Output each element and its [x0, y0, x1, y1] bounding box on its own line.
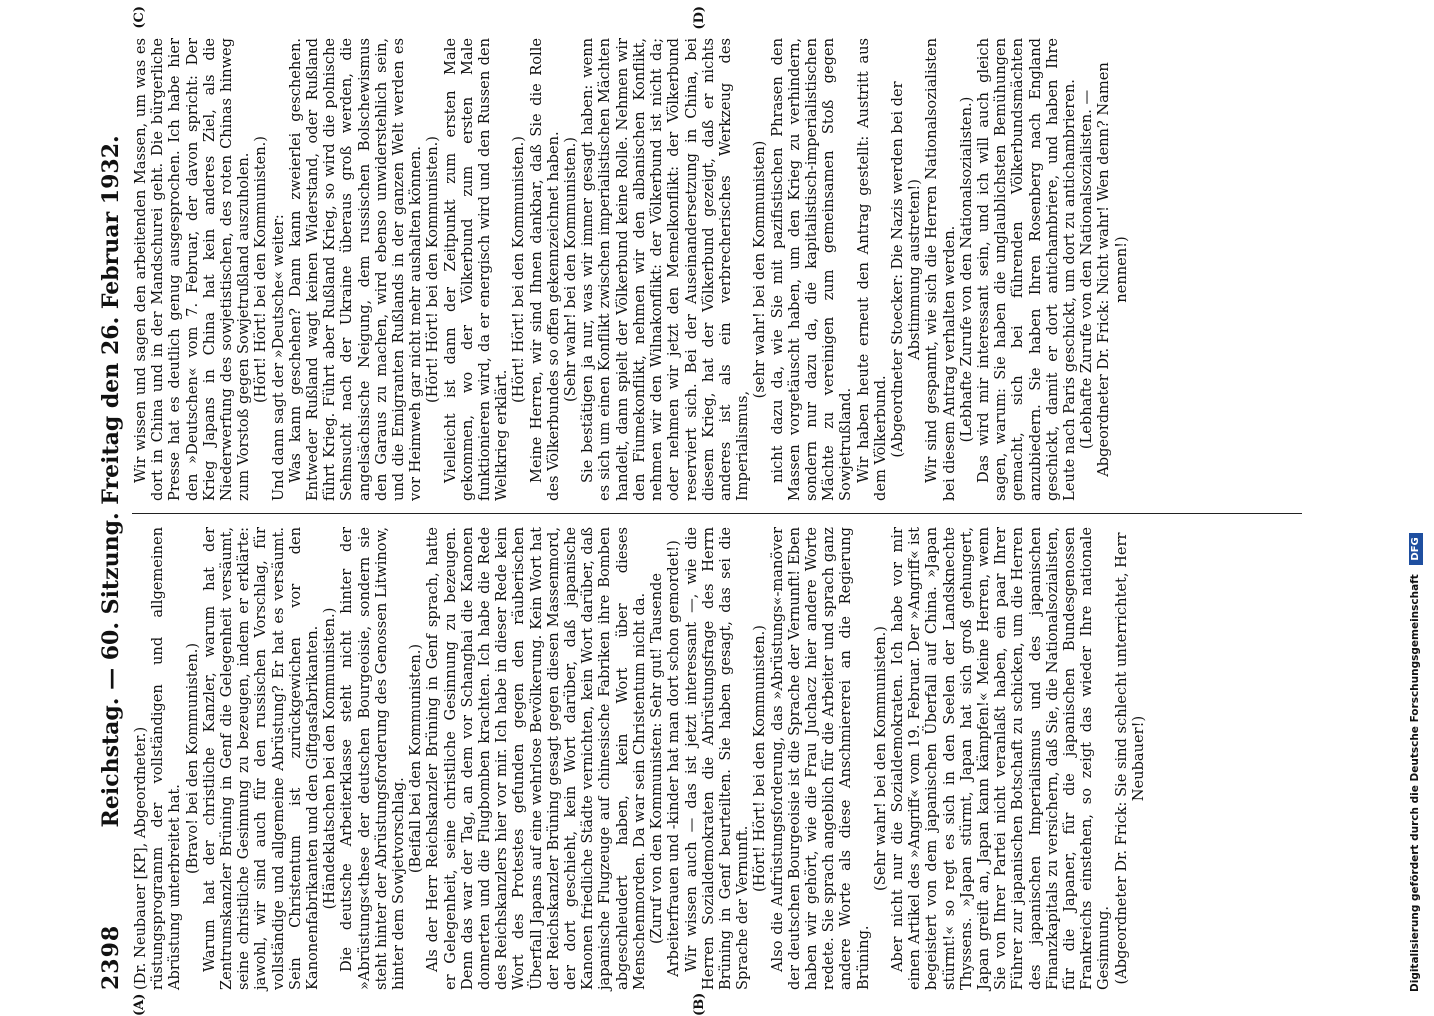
rotated-document-page [80, 0, 1310, 1016]
interjection: (Hört! Hört! bei den Kommunisten.) [510, 136, 528, 403]
text-columns [132, 6, 1312, 1016]
interjection: (Lebhafte Zurufe von den Nationalsozialisten. — Abgeordneter Dr. Frick: Nicht wahr! Wen denn? Namen nennen!) [1078, 62, 1130, 477]
digitization-credit [1402, 8, 1428, 992]
interjection: (Bravo! bei den Kommunisten.) [183, 642, 201, 875]
interjection: (Zuruf von den Kommunisten: Sehr gut! Tausende Arbeiterfrauen und -kinder hat man dort schon gemordet!) [648, 540, 683, 977]
page-number: 2398 [98, 924, 124, 990]
paragraph: Vielleicht ist dann der Zeitpunkt zum ersten Male gekommen, wo der Völkerbund zum ersten Male funktionieren wird, da er energisch wird und den Russen den Weltkrieg erklärt. [441, 38, 511, 501]
interjection: (Hört! Hört! bei den Kommunisten.) [751, 625, 769, 892]
interjection: (Sehr wahr! bei den Kommunisten.) [871, 626, 889, 891]
credit-text: Digitalisierung gefördert durch die Deutsche Forschungsgemeinschaft [1409, 574, 1421, 992]
paragraph: Als der Herr Reichskanzler Brüning in Genf sprach, hatte er Gelegenheit, seine christliche Gesinnung zu bezeugen. Denn das war der Tag, an dem vor Schanghai die Kanonen donnerten und die Flugbomben krachten. Ich habe die Rede des Reichskanzlers hier vor mir. Ich habe in dieser Rede kein Wort des Protestes gefunden gegen den räuberischen Überfall Japans auf eine wehrlose Bevölkerung. Kein Wort hat der Reichskanzler Brüning gesagt gegen diesen Massenmord, der dort geschieht, kein Wort darüber, daß japanische Kanonen friedliche Städte vernichten, kein Wort darüber, daß japanische Flugzeuge auf chinesische Fabriken ihre Bomben abgeschleudert haben, kein Wort über dieses Menschenmorden. Da war sein Christentum nicht da. [424, 527, 648, 990]
column-divider [132, 513, 1302, 514]
paragraph: nicht dazu da, wie Sie mit pazifistischen Phrasen den Massen vorgetäuscht haben, um den Krieg zu verhindern, sondern nur dazu da, die kapitalistisch-imperialistischen Mächte zu vereinigen zum gemeinsamen Stoß gegen Sowjetrußland. [768, 38, 855, 501]
interjection: (sehr wahr! bei den Kommunisten) [751, 140, 769, 399]
page-header [98, 38, 132, 990]
interjection: (Beifall bei den Kommunisten.) [407, 643, 425, 874]
paragraph: Sie bestätigen ja nur, was wir immer gesagt haben: wenn es sich um einen Konflikt zwischen imperialistischen Mächten handelt, dann spielt der Völkerbund keine Rolle. Nehmen wir den Fiumekonflikt, nehmen wir den albanischen Konflikt, nehmen wir den Wilnakonflikt: der Völkerbund ist nicht da; oder nehmen wir jetzt den Memelkonflikt: der Völkerbund reserviert sich. Bei der Auseinandersetzung in China, bei diesem Krieg, hat der Völkerbund gezeigt, daß er nichts anderes ist als ein verbrecherisches Werkzeug des Imperialismus, [579, 38, 752, 501]
paragraph: Aber nicht nur die Sozialdemokraten. Ich habe vor mir einen Artikel des »Angriff« vom 19. Februar. Der »Angriff« ist begeistert von dem japanischen Überfall auf China. »Japan stürmt!« so regt es sich in den Seelen der Landsknechte Thyssens. »Japan stürmt, Japan hat sich groß gehungert, Japan greift an, Japan kann kämpfen!« Meine Herren, wenn Sie von Ihrer Partei nicht veranlaßt haben, ein paar Ihrer Führer zur japanischen Botschaft zu schicken, um die Herren des japanischen Imperialismus und des japanischen Finanzkapitals zu versichern, daß Sie, die Nationalsozialisten, für die Japaner, für die japanischen Bundesgenossen Frankreichs einstehen, so zeigt das wieder Ihre nationale Gesinnung. [888, 527, 1113, 990]
paragraph: (Dr. Neubauer [KP], Abgeordneter.) [132, 726, 149, 990]
paragraph: Warum hat der christliche Kanzler, warum hat der Zentrumskanzler Brüning in Genf die Gelegenheit versäumt, seine christliche Gesinnung zu bezeugen, indem er erklärte: jawohl, wir sind auch für den russischen Vorschlag, für vollständige und allgemeine Abrüstung? Er hat es versäumt. Sein Christentum ist zurückgewichen vor den Kanonenfabrikanten und den Giftgasfabrikanten. [200, 527, 322, 990]
interjection: (Händeklatschen bei den Kommunisten.) [321, 607, 339, 910]
right-column [132, 38, 1312, 501]
paragraph: Was kann geschehen? Dann kann zweierlei geschehen. Entweder Rußland wagt keinen Widerstand, oder Rußland führt Krieg. Führt aber Rußland Krieg, so wird die polnische Sehnsucht nach der Ukraine überaus groß werden, die angelsächsische Neigung, dem russischen Bolschewismus den Garaus zu machen, wird ebenso unwiderstehlich sein, und die Emigranten Rußlands in der ganzen Welt werden es vor Heimweh gar nicht mehr aushalten können. [286, 38, 425, 501]
paragraph: Wir wissen und sagen den arbeitenden Massen, um was es dort in China und in der Mandschurei geht. Die bürgerliche Presse hat es deutlich genug ausgesprochen. Ich habe hier den »Deutschen« vom 7. Februar, der davon spricht: Der Krieg Japans in China hat kein anderes Ziel, als die Niederwerfung des sowjetistischen, des roten Chinas hinweg zum Vorstoß gegen Sowjetrußland auszuholen. [132, 38, 253, 501]
paragraph: Und dann sagt der »Deutsche« weiter: [269, 214, 287, 501]
paragraph: rüstungsprogramm der vollständigen und allgemeinen Abrüstung unterbreitet hat. [149, 527, 184, 990]
page-title: Reichstag. — 60. Sitzung. Freitag den 26. Februar 1932. [98, 135, 124, 828]
left-column [132, 527, 1312, 990]
paragraph: Wir wissen auch — das ist jetzt interessant —, wie die Herren Sozialdemokraten die Abrüstungsfrage des Herrn Brüning in Genf beurteilten. Sie haben gesagt, das sei die Sprache der Vernunft. [682, 527, 752, 990]
paragraph: Wir haben heute erneut den Antrag gestellt: Austritt aus dem Völkerbund. [854, 38, 889, 501]
paragraph: Also die Aufrüstungsforderung, das »Abrüstungs«-manöver der deutschen Bourgeoisie ist die Sprache der Vernunft! Eben haben wir gehört, wie die Frau Juchacz hier andere Worte redete. Sie sprach angeblich für die Arbeiter und sprach ganz andere Worte als diese Anschmiererei an die Regierung Brüning. [768, 527, 872, 990]
dfg-logo: DFG [1409, 533, 1423, 564]
paragraph: Meine Herren, wir sind Ihnen dankbar, daß Sie die Rolle des Völkerbundes so offen gekennzeichnet haben. [527, 38, 562, 501]
interjection: (Lebhafte Zurufe von den Nationalsozialisten.) [957, 96, 975, 443]
interjection: (Hört! Hört! bei den Kommunisten.) [252, 136, 270, 403]
interjection: (Hört! Hört! bei den Kommunisten.) [424, 136, 442, 403]
interjection: (Abgeordneter Stoecker: Die Nazis werden bei der Abstimmung austreten!) [888, 81, 924, 458]
paragraph: Das wird mir interessant sein, und ich will auch gleich sagen, warum: Sie haben die unglaublichsten Bemühungen gemacht, sich bei führenden Völkerbundsmächten anzubiedern. Sie haben Ihren Rosenberg nach England geschickt, damit er dort antichambriere, und haben Ihre Leute nach Paris geschickt, um dort zu antichambrieren. [974, 38, 1078, 501]
margin-marker-a: (A) [132, 993, 147, 1016]
margin-marker-c: (C) [132, 6, 147, 29]
interjection: (Sehr wahr! bei den Kommunisten.) [562, 137, 580, 402]
paragraph: Die deutsche Arbeiterklasse steht nicht hinter der »Abrüstungs«these der deutschen Bourgeoisie, sondern sie steht hinter der Abrüstungsforderung des Genossen Litwinow, hinter dem Sowjetvorschlag. [338, 527, 408, 990]
interjection: (Abgeordneter Dr. Frick: Sie sind schlecht unterrichtet, Herr Neubauer!) [1112, 532, 1147, 985]
margin-marker-b: (B) [692, 992, 707, 1016]
paragraph: Wir sind gespannt, wie sich die Herren Nationalsozialisten bei diesem Antrag verhalten werden. [923, 38, 958, 501]
margin-marker-d: (D) [692, 6, 707, 30]
